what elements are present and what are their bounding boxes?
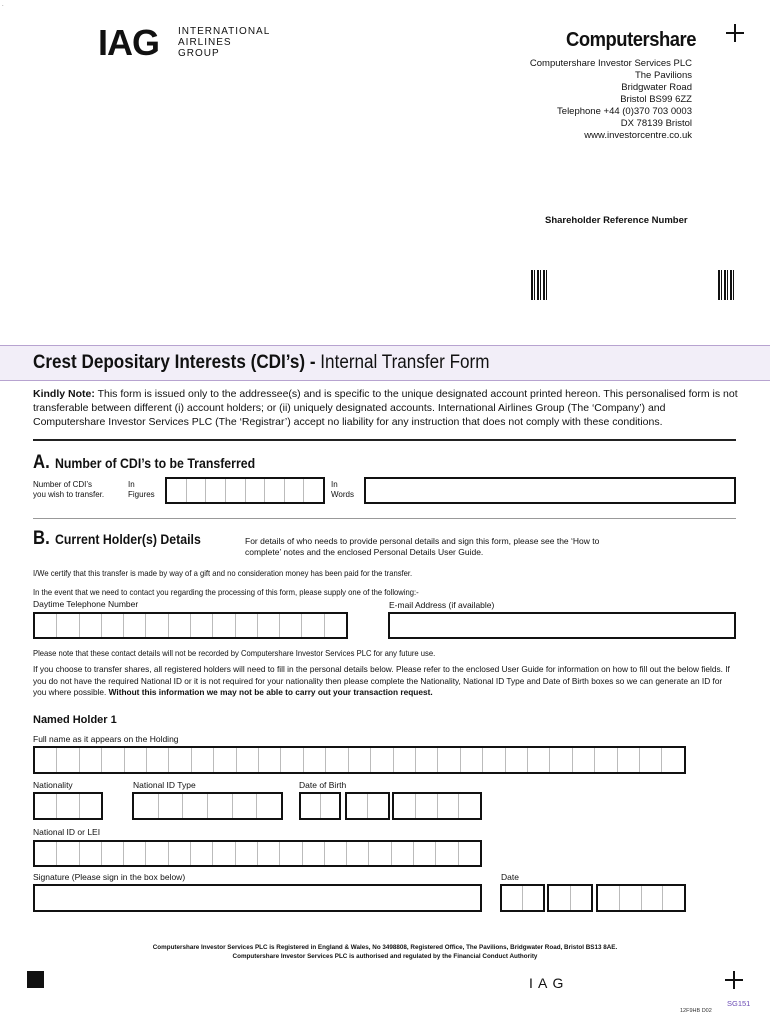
id-type-input[interactable] xyxy=(132,792,283,820)
qty-label xyxy=(33,480,104,500)
privacy-note xyxy=(33,648,480,658)
section-b-heading xyxy=(33,528,201,550)
shareholder-ref-label: Shareholder Reference Number xyxy=(545,215,688,226)
date-month-input[interactable] xyxy=(547,884,593,912)
dob-day-input[interactable] xyxy=(299,792,341,820)
contact-intro xyxy=(33,587,462,597)
section-letter: B. xyxy=(33,528,50,549)
email-label: E-mail Address (if available) xyxy=(389,600,495,610)
id-type-label: National ID Type xyxy=(133,780,196,790)
instructions-text: If you choose to transfer shares, all registered holders will need to fill in the personal details below. Please refer to the enclosed User Guide for information on how to fill out the below fields. If you do not have the required National ID or it is not required for your nationality then please complete the Nationality, National ID Type and Date of Birth boxes so we can generate an ID for you where possible. xyxy=(33,664,730,697)
address-line: Telephone +44 (0)370 703 0003 xyxy=(557,106,692,117)
figures-input[interactable] xyxy=(165,477,325,504)
qty-label-line: Number of CDI’s xyxy=(33,480,92,489)
address-line: Computershare Investor Services PLC xyxy=(529,58,692,69)
form-ref: 12F9HB D02 xyxy=(680,1008,712,1014)
barcode-icon xyxy=(718,270,734,300)
registrar-address xyxy=(530,58,692,142)
nationality-input[interactable] xyxy=(33,792,103,820)
page-title-bold: Crest Depositary Interests (CDI’s) xyxy=(33,352,306,373)
iag-logo-line-1: INTERNATIONAL xyxy=(178,26,271,37)
certify-text xyxy=(33,568,454,578)
address-line: Bristol BS99 6ZZ xyxy=(620,94,692,105)
words-label-line: In xyxy=(331,480,338,489)
figures-label-line: In xyxy=(128,480,135,489)
corner-square-icon xyxy=(27,971,44,988)
certify-line: I/We certify that this transfer is made by way of a gift and no consideration money has been paid for the transfer. xyxy=(33,568,413,578)
divider xyxy=(33,518,736,519)
title-band xyxy=(0,345,770,381)
figures-label-line: Figures xyxy=(128,490,155,499)
address-line: www.investorcentre.co.uk xyxy=(584,130,692,141)
qty-label-line: you wish to transfer. xyxy=(33,490,105,499)
footer-line-2: Computershare Investor Services PLC is authorised and regulated by the Financial Conduct Authority xyxy=(232,953,538,960)
address-line: DX 78139 Bristol xyxy=(620,118,692,129)
kindly-note-label: Kindly Note: xyxy=(33,388,95,400)
page-title-sep: - xyxy=(305,352,321,373)
contact-intro-line: In the event that we need to contact you regarding the processing of this form, please supply one of the following:- xyxy=(33,587,419,597)
instructions xyxy=(33,664,736,699)
page-title-normal: Internal Transfer Form xyxy=(320,352,490,373)
words-label-line: Words xyxy=(331,490,354,499)
fullname-input[interactable] xyxy=(33,746,686,774)
dob-month-input[interactable] xyxy=(345,792,390,820)
computershare-logo: Computershare xyxy=(566,29,697,51)
nationality-label: Nationality xyxy=(33,780,73,790)
words-input[interactable] xyxy=(364,477,736,504)
iag-logo-line-3: GROUP xyxy=(178,48,220,59)
registration-cross-icon xyxy=(725,971,743,989)
phone-label: Daytime Telephone Number xyxy=(33,599,139,609)
privacy-note-line: Please note that these contact details will not be recorded by Computershare Investor Services PLC for any future use. xyxy=(33,648,436,658)
dob-label: Date of Birth xyxy=(299,780,347,790)
iag-logo-line-2: AIRLINES xyxy=(178,37,232,48)
kindly-note-text: This form is issued only to the addressee(s) and is specific to the unique designated account printed hereon. This personalised form is not transferable between different (i) account holders; or (ii) uniquely designated accounts. International Airlines Group (The ‘Company’) and Computershare Investor Services PLC (The ‘Registrar’) accept no liability for any instruction that does not comply with these conditions. xyxy=(33,388,738,428)
date-label: Date xyxy=(501,872,519,882)
section-b-intro: For details of who needs to provide personal details and sign this form, please see the ‘How to complete’ notes and the enclosed Personal Details User Guide. xyxy=(245,536,600,557)
phone-input[interactable] xyxy=(33,612,348,639)
national-id-label: National ID or LEI xyxy=(33,827,101,837)
form-code: SG151 xyxy=(727,999,751,1008)
fullname-label: Full name as it appears on the Holding xyxy=(33,734,179,744)
section-title: Current Holder(s) Details xyxy=(55,531,201,547)
date-year-input[interactable] xyxy=(596,884,686,912)
figures-label xyxy=(128,480,155,500)
footer-line-1: Computershare Investor Services PLC is Registered in England & Wales, No 3498808, Registered Office, The Pavilions, Bridgwater Road, Bristol BS13 8AE. xyxy=(152,944,618,951)
address-line: The Pavilions xyxy=(634,70,692,81)
signature-input[interactable] xyxy=(33,884,482,912)
address-line: Bridgwater Road xyxy=(621,82,692,93)
section-a-heading xyxy=(33,452,255,474)
words-label xyxy=(331,480,354,500)
section-letter: A. xyxy=(33,452,50,473)
national-id-input[interactable] xyxy=(33,840,482,867)
iag-logo-mark: IAG xyxy=(98,22,160,63)
barcode-icon xyxy=(531,270,547,300)
signature-label: Signature (Please sign in the box below) xyxy=(33,872,186,882)
date-day-input[interactable] xyxy=(500,884,545,912)
page-title xyxy=(33,352,489,374)
dob-year-input[interactable] xyxy=(392,792,482,820)
holder-heading: Named Holder 1 xyxy=(33,714,117,726)
footer-iag-text: I A G xyxy=(529,975,565,991)
instructions-bold: Without this information we may not be able to carry out your transaction request. xyxy=(108,687,433,697)
section-title: Number of CDI’s to be Transferred xyxy=(55,455,256,471)
kindly-note xyxy=(33,387,738,429)
email-input[interactable] xyxy=(388,612,736,639)
registration-cross-icon xyxy=(726,24,744,42)
corner-mark: . xyxy=(2,2,4,8)
divider xyxy=(33,439,736,441)
